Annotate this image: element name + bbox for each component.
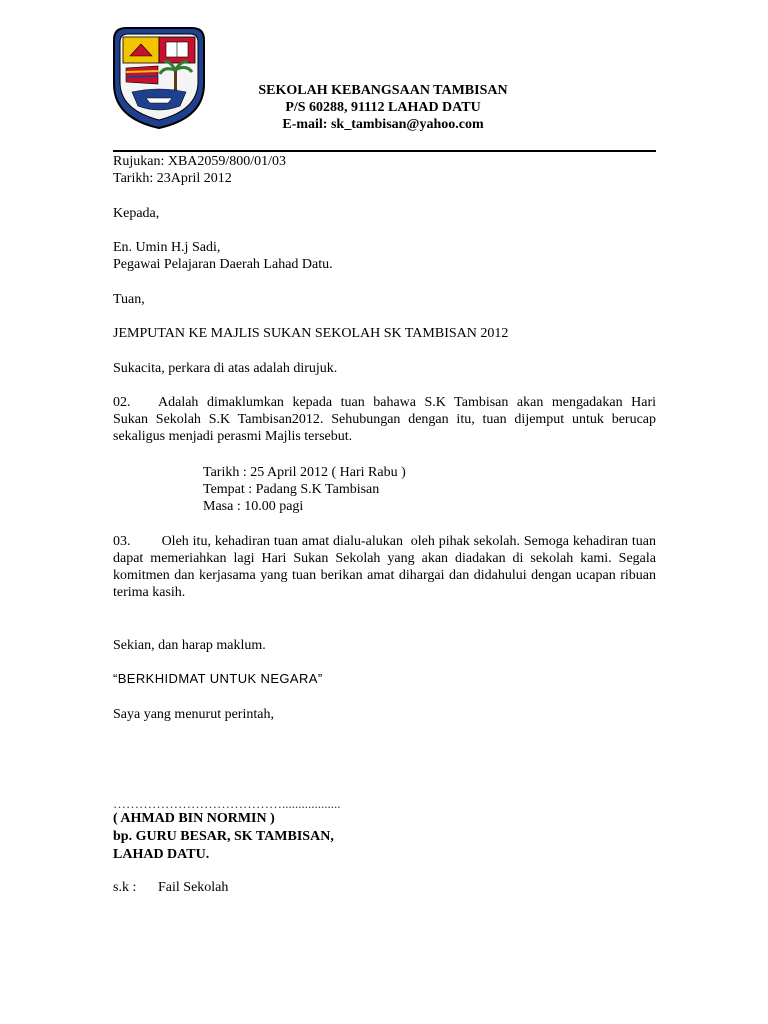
- letterhead-divider: [113, 150, 656, 152]
- event-venue: Tempat : Padang S.K Tambisan: [203, 482, 380, 497]
- school-email: E-mail: sk_tambisan@yahoo.com: [282, 117, 484, 132]
- event-time: Masa : 10.00 pagi: [203, 499, 304, 514]
- paragraph-02-first-line: Adalah dimaklumkan kepada tuan bahawa S.K Tambisan akan mengadakan Hari: [158, 395, 656, 410]
- school-crest-logo: [108, 22, 210, 132]
- letter-subject: JEMPUTAN KE MAJLIS SUKAN SEKOLAH SK TAMBISAN 2012: [113, 326, 509, 341]
- signature-line: …………………………………..................: [113, 796, 341, 811]
- cc-value: Fail Sekolah: [158, 880, 229, 895]
- salutation: Tuan,: [113, 292, 145, 307]
- paragraph-02-number: 02.: [113, 395, 131, 410]
- cc-label: s.k :: [113, 880, 137, 895]
- school-name: SEKOLAH KEBANGSAAN TAMBISAN: [258, 83, 508, 98]
- paragraph-02-body: Sukan Sekolah S.K Tambisan2012. Sehubungan dengan itu, tuan dijemput untuk berucap sekaligus menjadi perasmi Majlis tersebut.: [113, 412, 656, 444]
- reference-number: Rujukan: XBA2059/800/01/03: [113, 154, 287, 169]
- recipient-name: En. Umin H.j Sadi,: [113, 240, 221, 255]
- motto: “BERKHIDMAT UNTUK NEGARA”: [113, 671, 323, 686]
- recipient-label: Kepada,: [113, 206, 160, 221]
- signatory-name: ( AHMAD BIN NORMIN ): [113, 811, 275, 826]
- school-address: P/S 60288, 91112 LAHAD DATU: [285, 100, 481, 115]
- letter-date: Tarikh: 23April 2012: [113, 171, 232, 186]
- closing-line: Sekian, dan harap maklum.: [113, 638, 266, 653]
- recipient-title: Pegawai Pelajaran Daerah Lahad Datu.: [113, 257, 333, 272]
- signatory-position: bp. GURU BESAR, SK TAMBISAN,: [113, 829, 334, 844]
- event-date: Tarikh : 25 April 2012 ( Hari Rabu ): [203, 465, 406, 480]
- paragraph-03: 03. Oleh itu, kehadiran tuan amat dialu-alukan oleh pihak sekolah. Semoga kehadiran tuan dapat memeriahkan lagi Hari Sukan Sekolah yang akan diadakan di sekolah kami. Segala komitmen dan kerjasama yang tuan berikan amat dihargai dan didahului dengan ucapan ribuan terima kasih.: [113, 534, 660, 600]
- signatory-location: LAHAD DATU.: [113, 847, 210, 862]
- sign-off: Saya yang menurut perintah,: [113, 707, 274, 722]
- opening-line: Sukacita, perkara di atas adalah dirujuk.: [113, 361, 338, 376]
